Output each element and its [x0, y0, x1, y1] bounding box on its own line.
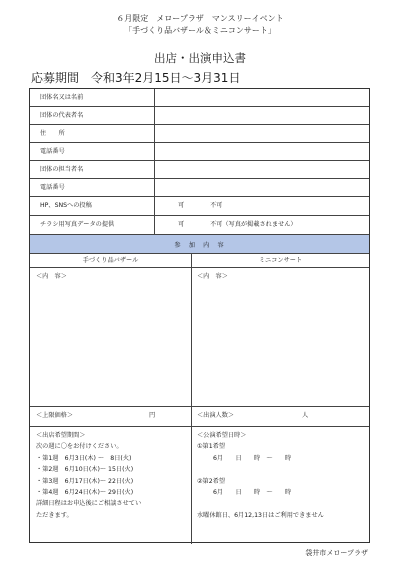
bazaar-content-label: ＜内 容＞ [36, 273, 67, 280]
price-unit: 円 [149, 412, 156, 419]
closed-days-note: 水曜休館日、6月12,13日はご利用できません [197, 511, 324, 519]
event-name: 「手づくり品バザール＆ミニコンサート」 [124, 26, 276, 35]
second-choice-label: ②第2希望 [197, 477, 226, 485]
concert-column-header: ミニコンサート [258, 257, 303, 264]
bazaar-content-field[interactable] [31, 283, 190, 405]
sns-option-no[interactable]: 不可 [210, 202, 223, 209]
application-form [29, 88, 370, 543]
concert-date-heading: ＜公演希望日時＞ [197, 432, 247, 439]
concert-date-section [197, 430, 324, 521]
week-option-2[interactable]: ・第2週 6月10日(木)～ 15日(火) [36, 466, 134, 474]
address-field[interactable] [155, 125, 369, 142]
first-choice-date[interactable]: 6月 日 時 ～ 時 [213, 454, 292, 462]
concert-content-field[interactable] [193, 283, 368, 405]
week-option-3[interactable]: ・第3週 6月17日(木)～ 22日(火) [36, 477, 134, 485]
bazaar-column-header: 手づくり品バザール [82, 257, 139, 264]
row-label-group-name: 団体名又は名前 [40, 94, 84, 101]
contact-person-field[interactable] [155, 161, 369, 178]
row-label-photo-data: チラシ用写真データの提供 [40, 221, 115, 228]
row-label-address: 住 所 [40, 130, 65, 137]
page-title: 出店・出演申込書 [154, 51, 246, 65]
second-choice-date[interactable]: 6月 日 時 ～ 時 [213, 489, 292, 497]
price-limit-label: ＜上限価格＞ [36, 412, 74, 419]
first-choice-label: ①第1希望 [197, 443, 226, 451]
row-label-contact-phone: 電話番号 [40, 184, 65, 191]
bazaar-schedule-note: 詳細日程はお申込後にご相談させてい [36, 500, 142, 508]
application-period: 応募期間 令和3年2月15日～3月31日 [31, 71, 241, 85]
row-label-contact-person: 団体の担当者名 [40, 166, 84, 173]
row-label-representative: 団体の代表者名 [40, 112, 84, 119]
bazaar-period-instruction: 次の週に〇をお付けください。 [36, 443, 123, 451]
contact-phone-field[interactable] [155, 179, 369, 196]
phone-field[interactable] [155, 143, 369, 160]
representative-field[interactable] [155, 107, 369, 124]
bazaar-period-heading: ＜出店希望期間＞ [36, 432, 86, 439]
performer-count-unit: 人 [302, 412, 309, 419]
bazaar-period-section [36, 430, 141, 521]
bazaar-schedule-note-cont: ただきます。 [36, 511, 73, 519]
concert-content-label: ＜内 容＞ [197, 273, 228, 280]
week-option-1[interactable]: ・第1週 6月3日(木) ～ 8日(火) [36, 454, 132, 462]
organizer-name: 袋井市メロープラザ [305, 549, 368, 557]
photo-option-no[interactable]: 不可（写真が掲載されません） [210, 221, 297, 228]
sns-option-yes[interactable]: 可 [178, 202, 185, 209]
week-option-4[interactable]: ・第4週 6月24日(木)～ 29日(火) [36, 489, 134, 497]
event-subtitle: ６月限定 メロープラザ マンスリーイベント [116, 14, 284, 23]
group-name-field[interactable] [155, 89, 369, 106]
photo-option-yes[interactable]: 可 [178, 221, 185, 228]
performer-count-label: ＜出演人数＞ [197, 412, 235, 419]
participation-section-header: 参 加 内 容 [30, 234, 369, 254]
row-label-phone: 電話番号 [40, 148, 65, 155]
row-label-sns-post: HP、SNSへの投稿 [40, 202, 92, 209]
